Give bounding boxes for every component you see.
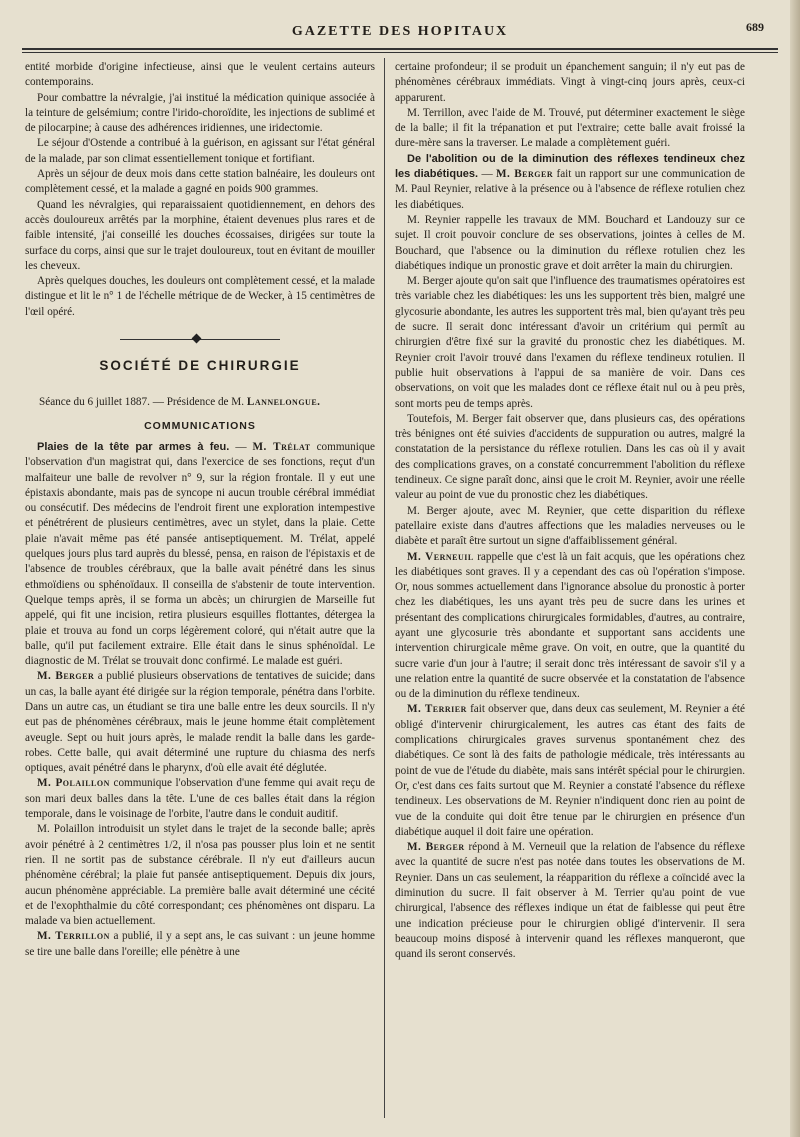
speaker-name: M. Polaillon	[37, 777, 110, 790]
diamond-icon	[192, 334, 202, 344]
paragraph-text: fait observer que, dans deux cas seulement, M. Reynier a été obligé d'intervenir chirurgicalement, les autres cas étant des faits de complications chirurgicales graves survenus spontanément chez des diabétiques. Ce sont là des faits de pathologie médicale, très intéressants au point de vue de l'étude du diabète, mais sans intérêt spécial pour le chirurgien. Or, c'est dans ces faits surtout que M. Reynier a constaté l'absence du réflexe tendineux. Les observations de M. Reynier n'indiquent donc rien au point de vue de la conduite qui doit être tenue par le chirurgien en présence d'un diabétique auquel il doit faire une opération.	[395, 703, 745, 838]
paragraph: M. Berger ajoute qu'on sait que l'influence des traumatismes opératoires est très variable chez les diabétiques: les uns les supportent très bien, malgré une glycosurie abondante, les autres les supportent très mal, bien qu'ayant très peu de sucre. Il serait donc intéressant d'avoir un critérium qui permît au chirurgien d'être fixé sur la gravité du pronostic chez les diabétiques. M. Reynier croit l'avoir trouvé dans l'examen du réflexe tendineux rotulien. Il publie huit observations à l'appui de sa manière de voir. Dans ces observations, on voit que les malades dont ce réflexe était nul ou à peu près, sont morts peu de temps après.	[395, 275, 745, 410]
paragraph: M. Polaillon introduisit un stylet dans le trajet de la seconde balle; après avoir pénétré à 2 centimètres 1/2, il n'osa pas pousser plus loin et ne sentit rien. Il ne sortit pas de substance cérébrale. Il n'y eut d'ailleurs aucun phénomène cérébral; la plaie fut pansée antiseptiquement. Depuis dix jours, aucun phénomène appréciable. La première balle avait déterminé une cécité et de l'exophthalmie du côté correspondant; ces phénomènes ont disparu. La malade va bien actuellement.	[25, 823, 375, 928]
paragraph	[395, 840, 745, 962]
speaker-name: M. Verneuil	[407, 550, 474, 563]
speaker-name: M. Berger	[496, 168, 554, 181]
running-title: GAZETTE DES HOPITAUX	[291, 24, 509, 39]
page-number: 689	[746, 20, 764, 34]
session-line	[25, 395, 375, 410]
paragraph	[25, 669, 375, 776]
paragraph: Après quelques douches, les douleurs ont complètement cessé, et la malade distingue et lit le n° 1 de l'échelle métrique de de Wecker, à 15 centimètres de l'œil opéré.	[25, 275, 375, 318]
article-title: Plaies de la tête par armes à feu.	[37, 440, 230, 453]
page-edge-shadow	[790, 0, 800, 1137]
paragraph: M. Terrillon, avec l'aide de M. Trouvé, put déterminer exactement le siège de la balle; il fit la trépanation et put l'extraire; cette balle avait froissé la dure-mère sans la traverser. Le malade a complètement guéri.	[395, 106, 745, 150]
speaker-name: M. Terrier	[407, 703, 467, 716]
left-column	[25, 60, 375, 960]
paragraph	[395, 152, 745, 213]
paragraph	[395, 550, 745, 703]
subheading: COMMUNICATIONS	[144, 419, 256, 432]
section-ornament	[25, 334, 375, 344]
section-title: SOCIÉTÉ DE CHIRURGIE	[99, 358, 301, 374]
paragraph: Le séjour d'Ostende a contribué à la guérison, en agissant sur l'état général de la malade, par son climat essentiellement tonique et fortifiant.	[25, 137, 375, 165]
speaker-name: M. Berger	[407, 841, 465, 854]
paragraph: M. Berger ajoute, avec M. Reynier, que cette disparition du réflexe patellaire existe dans d'autres affections que les maladies nerveuses ou le diabète et paraît être surtout un signe d'affaiblissement général.	[395, 504, 745, 548]
speaker-name: M. Trélat	[252, 440, 311, 453]
paragraph-text: rappelle que c'est là un fait acquis, que les opérations chez les diabétiques sont graves. Il y a cependant des cas où l'opération s'impose. Or, nous sommes actuellement dans l'ignorance absolue du pronostic à porter chez les diabétiques, les uns ayant très peu de sucre dans les urines et présentant des complications chirurgicales formidables, d'autres, au contraire, ayant une glycosurie très abondante et supportant sans accidents une intervention chirurgicale même grave. On voit, en outre, que la quantité du sucre varie d'un jour à l'autre; il serait donc très intéressant de savoir s'il y a une relation entre la quantité de sucre observée et la constatation de l'absence ou de la diminution du réflexe tendineux.	[395, 550, 745, 701]
header-rule-thin	[22, 52, 778, 53]
column-divider	[384, 58, 385, 1118]
right-column	[395, 60, 745, 963]
header-rule	[22, 48, 778, 50]
paragraph: entité morbide d'origine infectieuse, ainsi que le veulent certains auteurs contemporains.	[25, 61, 375, 89]
paragraph	[25, 776, 375, 822]
speaker-name: M. Berger	[37, 670, 95, 683]
paragraph	[25, 440, 375, 669]
president-name: Lannelongue.	[246, 396, 321, 409]
paragraph-text: répond à M. Verneuil que la relation de l'absence du réflexe avec la quantité de sucre n'est pas notée dans toutes les observations de M. Reynier. Dans un cas seulement, la réapparition du réflexe a coïncidé avec la diminution du sucre. Il fait observer à M. Terrier qu'au point de vue chirurgical, l'absence des réflexes indique un état de faiblesse qui peut être une indication précieuse pour le chirurgien obligé d'intervenir. Il sera beaucoup moins disposé à intervenir quand les réflexes manqueront, que quand ils seront conservés.	[395, 841, 745, 961]
paragraph: Pour combattre la névralgie, j'ai institué la médication quinique associée à la teinture de gelsémium; contre l'irido-choroïdite, les injections de sublimé et de pilocarpine; à cause des adhérences iridiennes, une iridectomie.	[25, 91, 375, 135]
paragraph: Quand les névralgies, qui reparaissaient quotidiennement, en dehors des accès douloureux arrêtés par la morphine, étaient devenues plus rares et de faible intensité, j'ai conseillé les douches écossaises, dirigées sur toute la surface du corps, ainsi que sur le trajet douloureux, tout en évitant de mouiller les cheveux.	[25, 198, 375, 272]
paragraph-text: communique l'observation d'un magistrat qui, dans l'exercice de ses fonctions, reçut d'un malfaiteur une balle de revolver n° 9, sur la région frontale. Il y eut une épistaxis abondante, mais pas de syncope ni aucun trouble cérébral immédiat ou consécutif. Des médecins de l'endroit firent une exploration intempestive et pénétrérent de plusieurs centimètres, avec un stylet, dans la plaie. Cette plaie n'avait même pas été pansée antiseptiquement. M. Trélat, appelé quelques jours plus tard auprès du blessé, pensa, en raison de l'épistaxis et de l'absence de troubles cérébraux, que la balle avait pénétré dans les sinus ethmoïdiens ou sphénoïdaux. Il conseilla de s'abstenir de toute intervention. Quelque temps après, il se forma un abcès; un chirurgien de Marseille fut appelé, qui fit une incision, retira plusieurs esquilles flottantes, détergea la plaie et trouva au fond un corps légèrement coloré, qui n'était autre que la balle, qu'il put facilement extraire. Elle était dans le sinus sphénoïdal. Le diagnostic de M. Trélat se trouvait donc confirmé. Le malade est guéri.	[25, 440, 375, 668]
paragraph-text: a publié plusieurs observations de tentatives de suicide; dans un cas, la balle ayant été dirigée sur la région temporale, pénétra dans l'orbite. Dans un autre cas, un étudiant se tira une balle entre les deux sourcils. Il n'y eut pas de phénomènes cérébraux, mais le jeune homme était complètement aveugle. Sept ou huit jours après, le malade rendit la balle dans les garde-robes. Cette balle, qui avait déterminé une rupture du chiasma des nerfs optiques, avait pénétré dans le pharynx, d'où elle avait été déglutée.	[25, 670, 375, 775]
speaker-name: M. Terrillon	[37, 930, 110, 943]
article-title: De l'abolition ou de la diminution des réflexes tendineux chez les diabétiques.	[395, 152, 745, 181]
dash: —	[229, 440, 253, 453]
paragraph-text: fait un rapport sur une communication de M. Paul Reynier, relative à la présence ou à l'absence de réflexe rotulien chez les diabétiques.	[395, 168, 745, 211]
paragraph: certaine profondeur; il se produit un épanchement sanguin; il n'y eut pas de phénomènes cérébraux immédiats. Vingt à vingt-cinq jours après, ceux-ci apparurent.	[395, 61, 745, 104]
page-header	[22, 14, 778, 48]
paragraph-text: communique l'observation d'une femme qui avait reçu de son mari deux balles dans la tête. L'une de ces balles était dans la région temporale, dans le voisinage de l'orbite, l'autre dans le conduit auditif.	[25, 777, 376, 821]
paragraph	[25, 929, 375, 960]
paragraph: Toutefois, M. Berger fait observer que, dans plusieurs cas, des opérations très bénignes ont été suivies d'accidents de suppuration ou autres, malgré la constatation de la persistance du réflexe rotulien. Dans les cas où il y avait des complications graves, on a constaté concurremment l'abolition du réflexe tendineux. Ce signe paraît donc, ainsi que le croit M. Reynier, avoir une réelle valeur au point de vue du pronostic chez les diabétiques.	[395, 412, 745, 502]
paragraph: M. Reynier rappelle les travaux de MM. Bouchard et Landouzy sur ce sujet. Il croit pouvoir conclure de ses observations, jointes à celles de M. Bouchard, que l'absence ou la diminution du réflexe rotulien chez les diabétiques indique un pronostic grave et doit arrêter la main du chirurgien.	[395, 213, 745, 272]
paragraph	[395, 702, 745, 840]
dash: —	[478, 168, 496, 181]
paragraph-text: a publié, il y a sept ans, le cas suivant : un jeune homme se tire une balle dans l'oreille; elle pénètre à une	[25, 930, 375, 958]
session-text: Séance du 6 juillet 1887. — Présidence de M.	[39, 396, 247, 409]
paragraph: Après un séjour de deux mois dans cette station balnéaire, les douleurs ont complètement cessé, et la malade a gagné en poids 900 grammes.	[25, 168, 375, 196]
